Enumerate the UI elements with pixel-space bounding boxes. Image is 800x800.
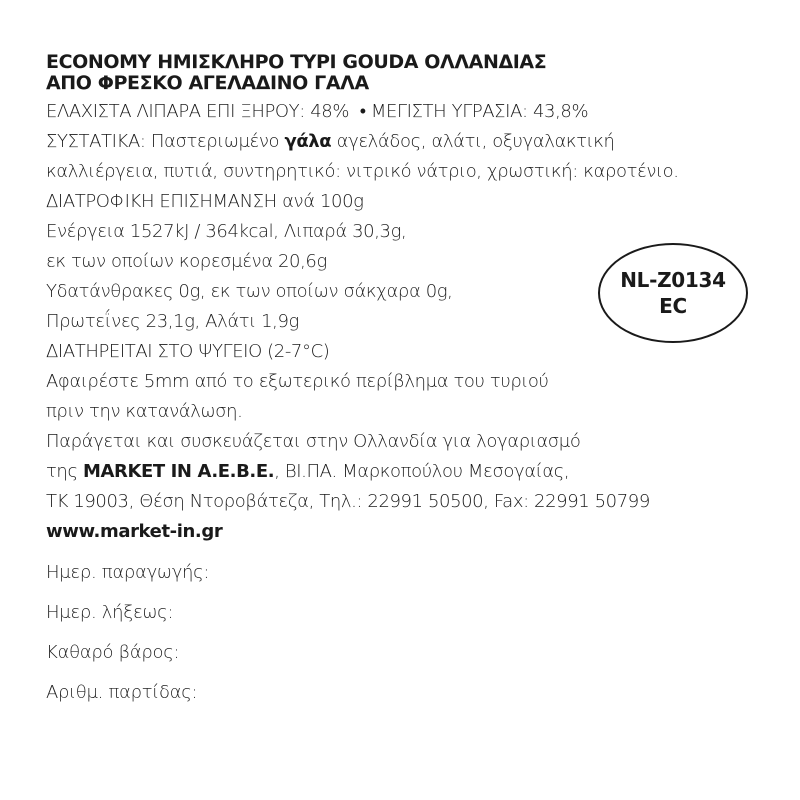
- nutrition-heading: ΔΙΑΤΡΟΦΙΚΗ ΕΠΙΣΗΜΑΝΣΗ ανά 100g: [46, 191, 364, 212]
- health-mark-code: NL-Z0134: [620, 268, 726, 292]
- net-weight-label: Καθαρό βάρος:: [46, 642, 180, 663]
- product-title-line-2: ΑΠΟ ΦΡΕΣΚΟ ΑΓΕΛΑΔΙΝΟ ΓΑΛΑ: [46, 72, 369, 94]
- company-name: MARKET IN A.E.B.E.: [82, 461, 275, 482]
- ingredients-prefix: ΣΥΣΤΑΤΙΚΑ: Παστεριωμένο: [46, 131, 285, 152]
- ingredients-milk: γάλα: [284, 131, 332, 152]
- producer-address: , ΒΙ.ΠΑ. Μαρκοπούλου Μεσογαίας,: [274, 461, 570, 482]
- product-title-line-1: ECONOMY ΗΜΙΣΚΛΗΡΟ ΤΥΡΙ GOUDA ΟΛΛΑΝΔΙΑΣ: [46, 51, 547, 73]
- nutrition-line: Υδατάνθρακες 0g, εκ των οποίων σάκχαρα 0g,: [46, 281, 453, 302]
- health-mark-oval: [598, 243, 748, 343]
- producer-prefix: της: [46, 461, 83, 482]
- instructions-line: πριν την κατανάλωση.: [46, 401, 243, 422]
- website-link: www.market-in.gr: [46, 521, 223, 542]
- ingredients-line-2: καλλιέργεια, πυτιά, συντηρητικό: νιτρικό νάτριο, χρωστική: καροτένιο.: [46, 161, 679, 182]
- expiry-date-label: Ημερ. λήξεως:: [46, 602, 174, 623]
- producer-line-3: ΤΚ 19003, Θέση Ντοροβάτεζα, Τηλ.: 22991 50500, Fax: 22991 50799: [46, 491, 650, 512]
- ingredients-line-1: [46, 127, 766, 157]
- ingredients-rest: αγελάδος, αλάτι, οξυγαλακτική: [331, 131, 615, 152]
- batch-number-label: Αριθμ. παρτίδας:: [46, 682, 198, 703]
- fat-moisture-line: ΕΛΑΧΙΣΤΑ ΛΙΠΑΡΑ ΕΠΙ ΞΗΡΟΥ: 48% • ΜΕΓΙΣΤΗ ΥΓΡΑΣΙΑ: 43,8%: [46, 101, 589, 122]
- health-mark-ec: EC: [659, 294, 687, 318]
- producer-line-2: [46, 457, 766, 487]
- instructions-line: Αφαιρέστε 5mm από το εξωτερικό περίβλημα του τυριού: [46, 371, 549, 392]
- product-title: [46, 52, 766, 94]
- nutrition-line: Ενέργεια 1527kJ / 364kcal, Λιπαρά 30,3g,: [46, 221, 407, 242]
- production-date-label: Ημερ. παραγωγής:: [46, 562, 210, 583]
- nutrition-line: Πρωτεΐνες 23,1g, Αλάτι 1,9g: [46, 311, 299, 332]
- storage-line: ΔΙΑΤΗΡΕΙΤΑΙ ΣΤΟ ΨΥΓΕΙΟ (2-7°C): [46, 341, 330, 362]
- nutrition-line: εκ των οποίων κορεσμένα 20,6g: [46, 251, 327, 272]
- producer-line-1: Παράγεται και συσκευάζεται στην Ολλανδία για λογαριασμό: [46, 431, 581, 452]
- product-label: [46, 52, 766, 713]
